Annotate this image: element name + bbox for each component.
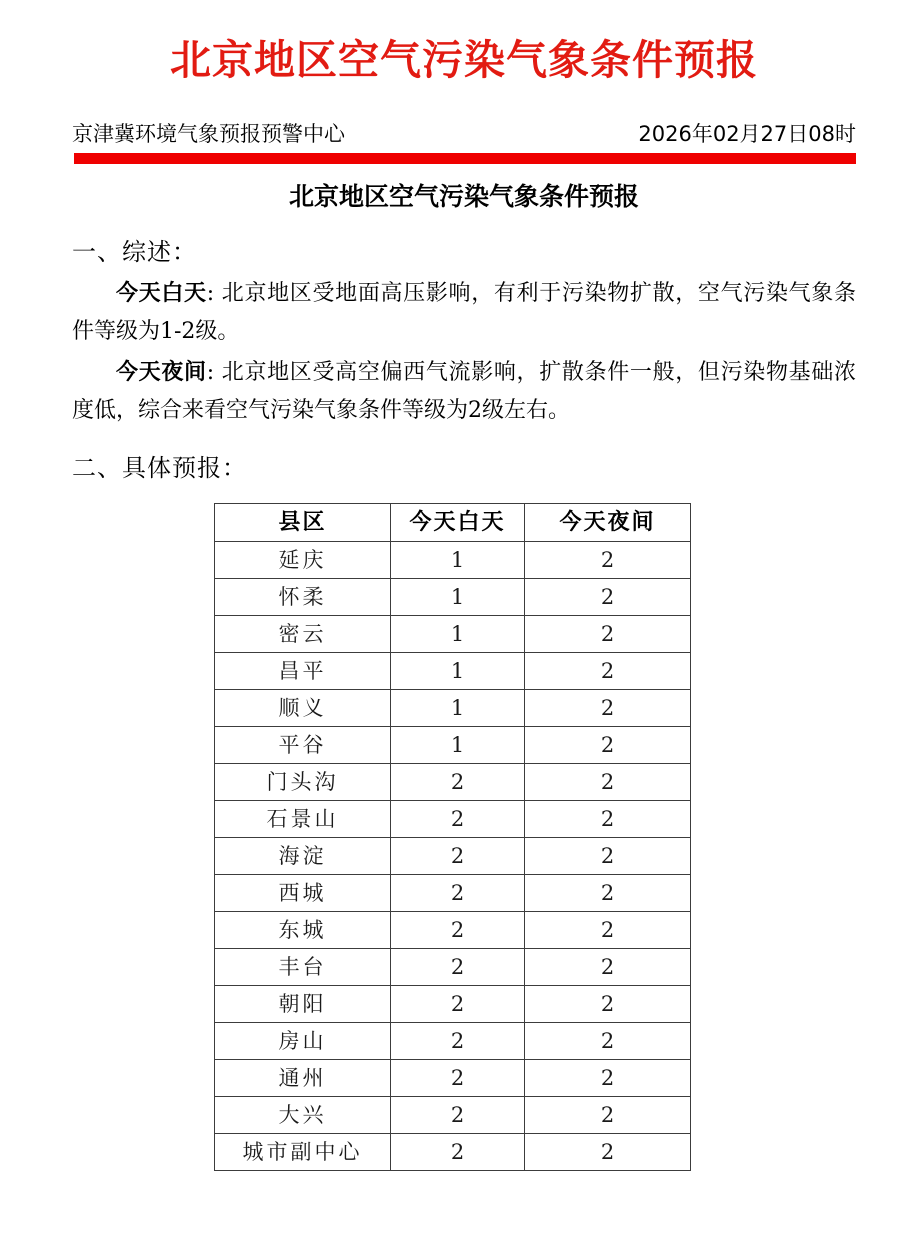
cell-region: 通州 xyxy=(215,1060,391,1097)
cell-daytime-level: 2 xyxy=(391,949,525,986)
cell-daytime-level: 1 xyxy=(391,616,525,653)
cell-night-level: 2 xyxy=(525,912,691,949)
table-row xyxy=(215,579,691,616)
column-header-daytime: 今天白天 xyxy=(391,504,525,542)
cell-region: 密云 xyxy=(215,616,391,653)
table-header-row xyxy=(215,504,691,542)
cell-daytime-level: 1 xyxy=(391,727,525,764)
cell-night-level: 2 xyxy=(525,949,691,986)
table-row xyxy=(215,1134,691,1171)
cell-region: 平谷 xyxy=(215,727,391,764)
table-row xyxy=(215,653,691,690)
cell-daytime-level: 1 xyxy=(391,653,525,690)
cell-region: 丰台 xyxy=(215,949,391,986)
night-label: 今天夜间 xyxy=(116,359,207,385)
paragraph-night xyxy=(72,353,856,430)
cell-region: 东城 xyxy=(215,912,391,949)
cell-daytime-level: 2 xyxy=(391,875,525,912)
table-row xyxy=(215,1023,691,1060)
forecast-table-container xyxy=(214,503,690,1171)
cell-region: 昌平 xyxy=(215,653,391,690)
cell-night-level: 2 xyxy=(525,1097,691,1134)
masthead-title: 北京地区空气污染气象条件预报 xyxy=(170,36,758,84)
section-heading-detail: 二、具体预报： xyxy=(72,454,247,482)
cell-daytime-level: 2 xyxy=(391,912,525,949)
cell-daytime-level: 2 xyxy=(391,1097,525,1134)
masthead-red-rule xyxy=(74,153,856,164)
forecast-table-body xyxy=(215,542,691,1171)
cell-daytime-level: 2 xyxy=(391,986,525,1023)
document-heading: 北京地区空气污染气象条件预报 xyxy=(288,182,639,211)
cell-daytime-level: 2 xyxy=(391,764,525,801)
cell-region: 门头沟 xyxy=(215,764,391,801)
cell-region: 石景山 xyxy=(215,801,391,838)
table-row xyxy=(215,764,691,801)
cell-daytime-level: 2 xyxy=(391,838,525,875)
issuing-organization: 京津冀环境气象预报预警中心 xyxy=(72,122,345,146)
cell-region: 大兴 xyxy=(215,1097,391,1134)
cell-daytime-level: 1 xyxy=(391,542,525,579)
cell-region: 延庆 xyxy=(215,542,391,579)
table-row xyxy=(215,690,691,727)
cell-night-level: 2 xyxy=(525,1134,691,1171)
masthead xyxy=(72,34,856,86)
cell-night-level: 2 xyxy=(525,838,691,875)
document-body xyxy=(72,232,856,488)
table-row xyxy=(215,801,691,838)
daytime-label: 今天白天 xyxy=(116,280,207,306)
cell-region: 怀柔 xyxy=(215,579,391,616)
cell-daytime-level: 1 xyxy=(391,579,525,616)
table-row xyxy=(215,912,691,949)
table-row xyxy=(215,542,691,579)
daytime-text: : 北京地区受地面高压影响，有利于污染物扩散，空气污染气象条件等级为1-2级。 xyxy=(72,281,856,344)
cell-night-level: 2 xyxy=(525,579,691,616)
cell-night-level: 2 xyxy=(525,616,691,653)
column-header-region: 县区 xyxy=(215,504,391,542)
table-row xyxy=(215,1060,691,1097)
cell-region: 西城 xyxy=(215,875,391,912)
table-row xyxy=(215,727,691,764)
night-text: : 北京地区受高空偏西气流影响，扩散条件一般，但污染物基础浓度低，综合来看空气污染气象条件等级为2级左右。 xyxy=(72,360,856,423)
table-row xyxy=(215,875,691,912)
cell-daytime-level: 2 xyxy=(391,1134,525,1171)
table-row xyxy=(215,949,691,986)
cell-night-level: 2 xyxy=(525,542,691,579)
cell-daytime-level: 2 xyxy=(391,1060,525,1097)
cell-night-level: 2 xyxy=(525,875,691,912)
forecast-table xyxy=(214,503,691,1171)
table-row xyxy=(215,986,691,1023)
table-row xyxy=(215,1097,691,1134)
issue-datetime: 2026年02月27日08时 xyxy=(638,122,856,146)
cell-region: 顺义 xyxy=(215,690,391,727)
cell-night-level: 2 xyxy=(525,1060,691,1097)
cell-night-level: 2 xyxy=(525,690,691,727)
section-heading-overview: 一、综述： xyxy=(72,238,197,266)
cell-night-level: 2 xyxy=(525,801,691,838)
cell-daytime-level: 2 xyxy=(391,801,525,838)
cell-night-level: 2 xyxy=(525,727,691,764)
cell-night-level: 2 xyxy=(525,1023,691,1060)
masthead-meta xyxy=(72,119,856,151)
cell-daytime-level: 1 xyxy=(391,690,525,727)
cell-region: 海淀 xyxy=(215,838,391,875)
cell-region: 城市副中心 xyxy=(215,1134,391,1171)
cell-night-level: 2 xyxy=(525,764,691,801)
cell-night-level: 2 xyxy=(525,653,691,690)
paragraph-daytime xyxy=(72,274,856,351)
table-row xyxy=(215,838,691,875)
column-header-night: 今天夜间 xyxy=(525,504,691,542)
table-row xyxy=(215,616,691,653)
cell-region: 朝阳 xyxy=(215,986,391,1023)
cell-daytime-level: 2 xyxy=(391,1023,525,1060)
cell-night-level: 2 xyxy=(525,986,691,1023)
cell-region: 房山 xyxy=(215,1023,391,1060)
